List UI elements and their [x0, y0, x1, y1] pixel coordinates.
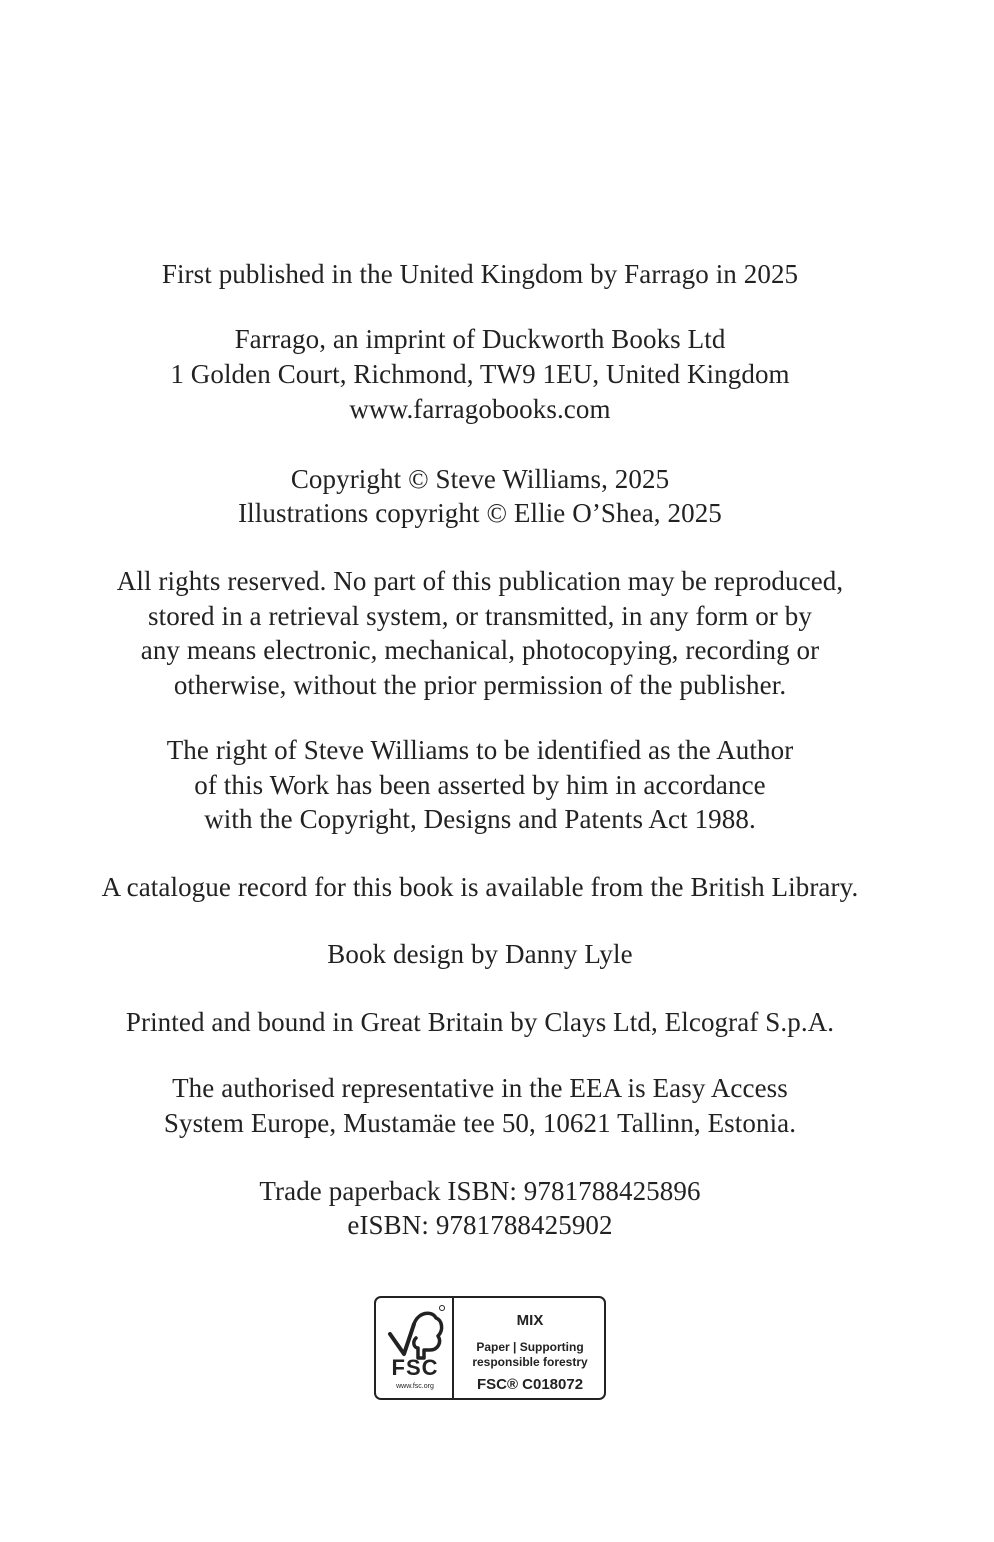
fsc-logo-letters: FSC: [391, 1355, 439, 1380]
copyright-line: Copyright © Steve Williams, 2025: [290, 464, 670, 494]
publisher-address: 1 Golden Court, Richmond, TW9 1EU, United Kingdom: [170, 359, 790, 389]
paperback-isbn-line: Trade paperback ISBN: 9781788425896: [259, 1176, 701, 1206]
rights-line-1: All rights reserved. No part of this publication may be reproduced,: [116, 566, 844, 596]
rights-line-2: stored in a retrieval system, or transmitted, in any form or by: [148, 601, 812, 631]
fsc-divider: [452, 1298, 454, 1398]
fsc-certification-logo: [374, 1296, 606, 1400]
rights-line-4: otherwise, without the prior permission of the publisher.: [173, 670, 787, 700]
fsc-tree-icon: [384, 1304, 446, 1360]
representative-line-1: The authorised representative in the EEA is Easy Access: [172, 1073, 788, 1103]
moral-right-line-2: of this Work has been asserted by him in accordance: [194, 770, 766, 800]
rights-line-3: any means electronic, mechanical, photocopying, recording or: [140, 635, 820, 665]
printed-bound-line: Printed and bound in Great Britain by Clays Ltd, Elcograf S.p.A.: [125, 1007, 835, 1037]
moral-right-line-3: with the Copyright, Designs and Patents Act 1988.: [204, 804, 756, 834]
illustrations-copyright-line: Illustrations copyright © Ellie O’Shea, 2025: [238, 498, 722, 528]
fsc-website: www.fsc.org: [396, 1383, 434, 1390]
fsc-description-line-2: responsible forestry: [472, 1355, 588, 1369]
catalogue-record-line: A catalogue record for this book is available from the British Library.: [101, 872, 859, 902]
publisher-website: www.farragobooks.com: [349, 394, 611, 424]
ebook-isbn-line: eISBN: 9781788425902: [347, 1210, 613, 1240]
fsc-description-line-1: Paper | Supporting: [476, 1340, 584, 1354]
fsc-mix-label: MIX: [516, 1312, 544, 1329]
first-published-line: First published in the United Kingdom by Farrago in 2025: [161, 259, 799, 289]
fsc-license-code: FSC® C018072: [476, 1376, 584, 1393]
representative-line-2: System Europe, Mustamäe tee 50, 10621 Tallinn, Estonia.: [163, 1108, 797, 1138]
publisher-imprint: Farrago, an imprint of Duckworth Books Ltd: [234, 324, 726, 354]
book-design-line: Book design by Danny Lyle: [327, 939, 633, 969]
moral-right-line-1: The right of Steve Williams to be identified as the Author: [166, 735, 794, 765]
